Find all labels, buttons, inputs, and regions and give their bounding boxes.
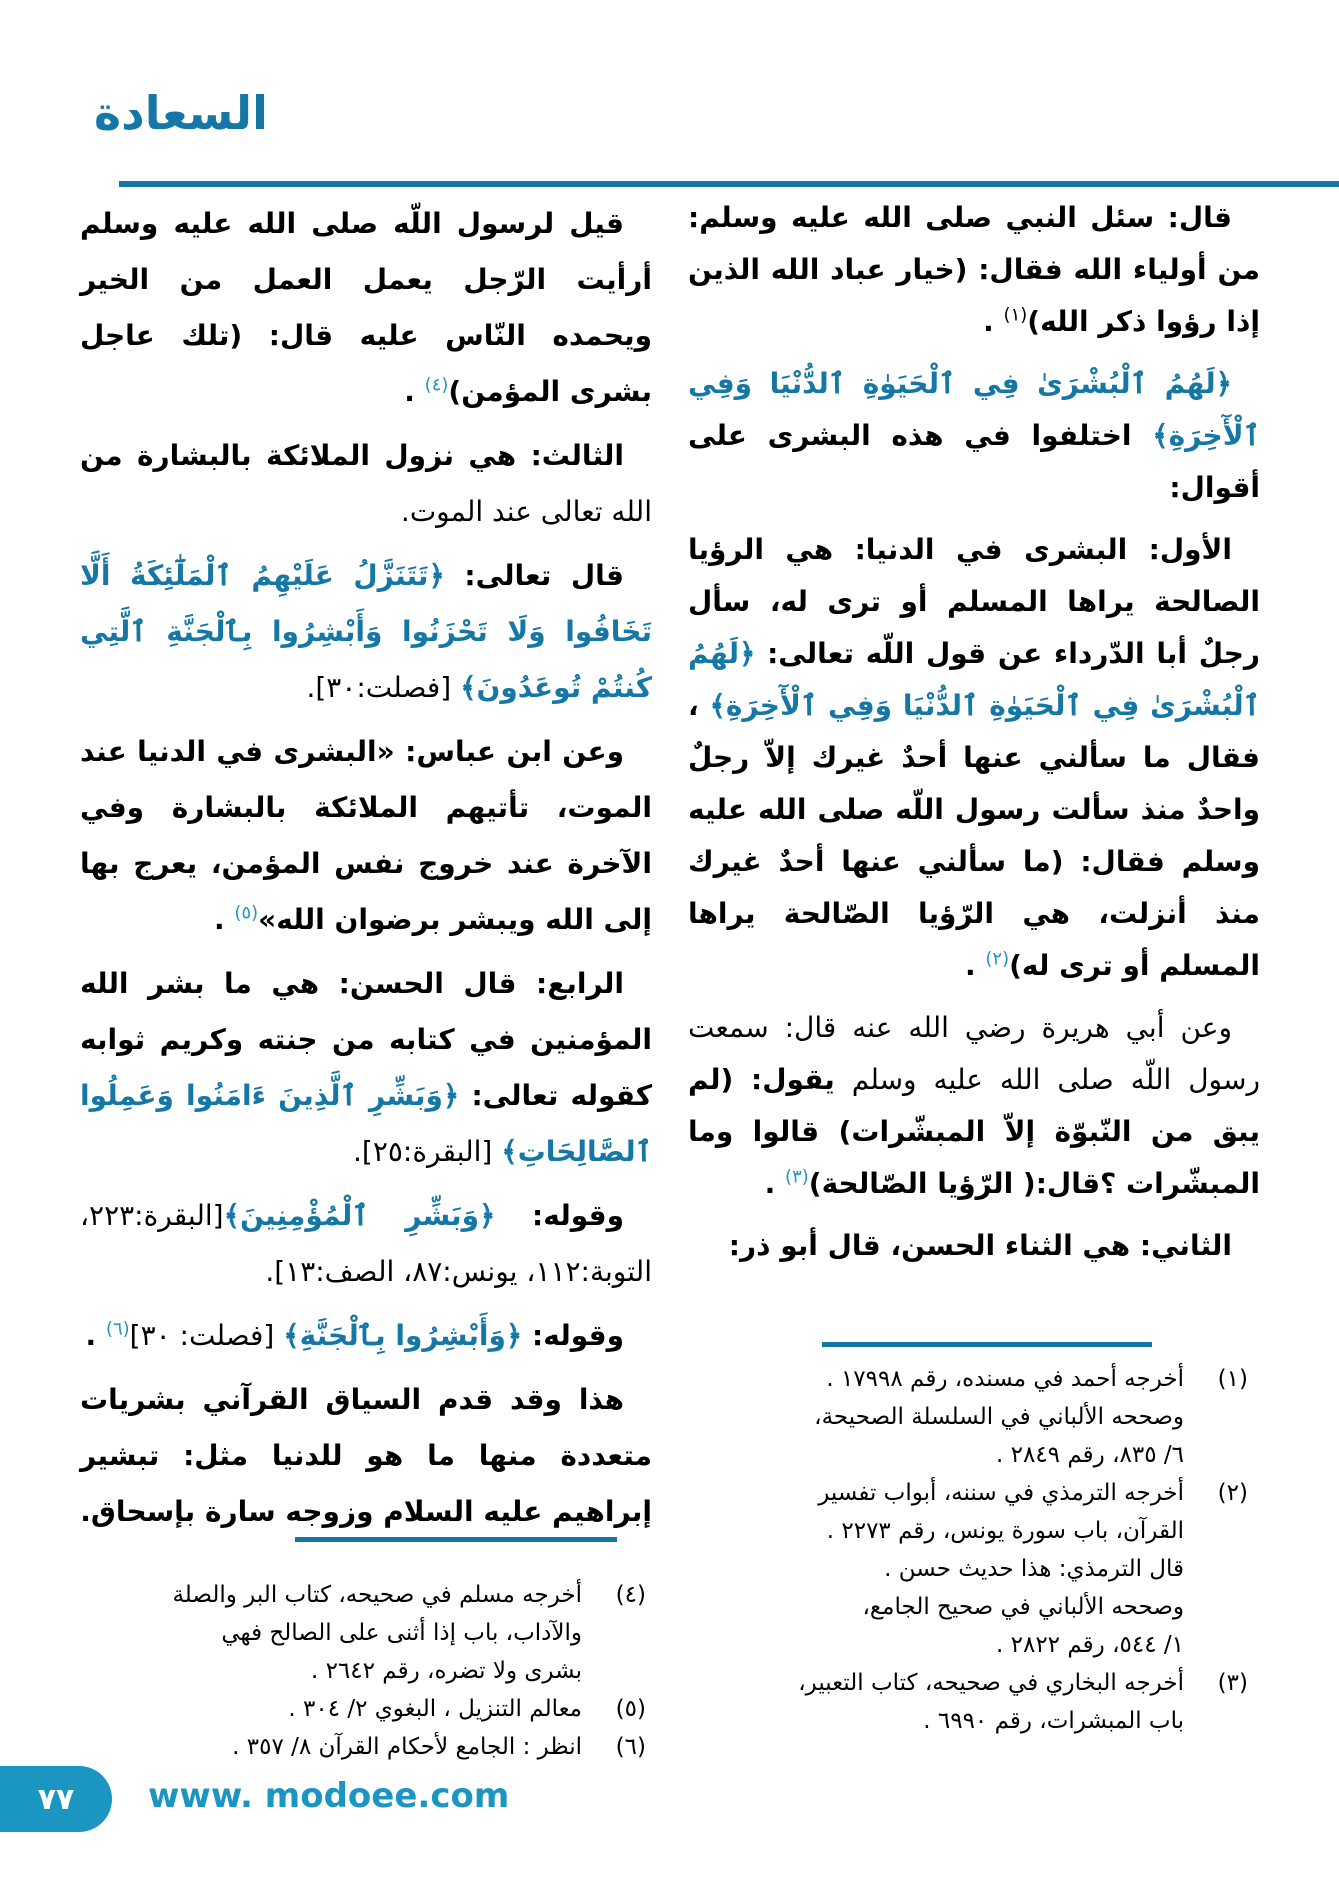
paragraph	[688, 192, 1260, 348]
text-run: قال تعالى:	[444, 559, 624, 592]
paragraph	[688, 1002, 1260, 1210]
footnote-line: ٦/ ٨٣٥، رقم ٢٨٤٩ .	[996, 1442, 1184, 1468]
footnote-line: أخرجه مسلم في صحيحه، كتاب البر والصلة	[172, 1582, 582, 1608]
footnote	[688, 1474, 1248, 1664]
text-run: الرابع: قال الحسن: هي ما بشر الله المؤمنين في كتابه من جنته وكريم ثوابه كقوله تعالى:	[80, 967, 653, 1112]
verse-reference: [البقرة:٢٢٣، التوبة:١١٢، يونس:٨٧، الصف:١٣].	[80, 1199, 652, 1288]
text-run: وعن أبي هريرة رضي الله عنه قال: سمعت رسول اللّه صلى الله عليه وسلم	[688, 1011, 1260, 1096]
text-run: .	[964, 949, 986, 982]
footnote-number: (٣)	[1217, 1670, 1248, 1696]
text-run: الثالث: هي نزول الملائكة بالبشارة من	[80, 439, 624, 472]
footnote-line: القرآن، باب سورة يونس، رقم ٢٢٧٣ .	[826, 1518, 1184, 1544]
footnote	[688, 1360, 1248, 1474]
text-run: قيل لرسول اللّه صلى الله عليه وسلم أرأيت الرّجل يعمل العمل من الخير ويحمده النّاس عليه قال: (تلك عاجل بشرى المؤمن)	[80, 207, 652, 408]
text-run: .	[983, 305, 1004, 338]
text-run: ، فقال ما سألني عنها أحدٌ غيرك إلاّ رجلٌ واحدٌ منذ سألت رسول اللّه صلى الله عليه وسلم فقال: (ما سألني عنها أحدٌ غيرك منذ أنزلت، هي الرّؤيا الصّالحة يراها المسلم أو ترى له)	[688, 689, 1260, 982]
footnote-ref: (٢)	[985, 948, 1010, 970]
footnote-line: أخرجه البخاري في صحيحه، كتاب التعبير،	[798, 1670, 1184, 1696]
text-run: وعن ابن عباس: «البشرى في الدنيا عند الموت، تأتيهم الملائكة بالبشارة وفي الآخرة عند خروج نفس المؤمن، يعرج بها إلى الله ويبشر برضوان الله»	[80, 735, 652, 936]
footnotes-right	[688, 1360, 1248, 1740]
footnote-line: وصححه الألباني في صحيح الجامع،	[862, 1594, 1184, 1620]
footnote-number: (٦)	[615, 1734, 646, 1760]
text-run: قال: سئل النبي صلى الله عليه وسلم: من أولياء الله فقال: (خيار عباد الله الذين إذا رؤوا ذكر الله)	[688, 201, 1260, 338]
quran-verse: ﴿تَتَنَزَّلُ عَلَيْهِمُ ٱلْمَلَٰٓئِكَةُ أَلَّا تَخَافُوا وَلَا تَحْزَنُوا وَأَبْشِرُوا بِٱلْجَنَّةِ ٱلَّتِي كُنتُمْ تُوعَدُونَ﴾	[80, 559, 652, 704]
quran-verse: ﴿وَأَبْشِرُوا بِٱلْجَنَّةِ﴾	[283, 1319, 523, 1352]
footnote-line: قال الترمذي: هذا حديث حسن .	[884, 1556, 1184, 1582]
footnote-number: (١)	[1217, 1366, 1248, 1392]
footnote-ref: (١)	[1003, 304, 1028, 326]
footnote-ref: (٥)	[234, 902, 259, 924]
footnote-separator-left	[295, 1537, 617, 1542]
footnote-line: باب المبشرات، رقم ٦٩٩٠ .	[923, 1708, 1184, 1734]
page-number: ٧٧	[37, 1781, 75, 1817]
text-run: وقوله:	[522, 1319, 624, 1352]
footnote-text	[80, 1728, 582, 1766]
text-run: اختلفوا في هذه البشرى على أقوال:	[688, 419, 1260, 504]
page-number-badge	[0, 1766, 112, 1832]
quran-verse: ﴿لَهُمُ ٱلْبُشْرَىٰ فِي ٱلْحَيَوٰةِ ٱلدُّنْيَا وَفِي ٱلْأٓخِرَةِ﴾	[688, 367, 1260, 452]
page-header-title: السعادة	[94, 86, 268, 140]
paragraph	[80, 196, 652, 420]
footnote-line: والآداب، باب إذا أثنى على الصالح فهي	[221, 1620, 582, 1646]
footnote-separator-right	[822, 1342, 1152, 1347]
column-right	[688, 192, 1260, 1282]
footnote-text	[688, 1360, 1184, 1474]
paragraph	[80, 428, 652, 540]
verse-reference: [فصلت:٣٠].	[306, 671, 461, 704]
footnote-ref: (٦)	[105, 1318, 130, 1340]
text-run: يقول: (لم يبق من النّبوّة إلاّ المبشّرات) قالوا وما المبشّرات ؟قال:( الرّؤيا الصّالحة)	[688, 1063, 1260, 1200]
header-rule	[119, 181, 1339, 187]
quran-verse: ﴿لَهُمُ ٱلْبُشْرَىٰ فِي ٱلْحَيَوٰةِ ٱلدُّنْيَا وَفِي ٱلْأٓخِرَةِ﴾	[688, 637, 1261, 722]
footnote-line: ١/ ٥٤٤، رقم ٢٨٢٢ .	[996, 1632, 1184, 1658]
footnote-text	[80, 1576, 582, 1690]
paragraph	[688, 1220, 1260, 1272]
text-run: وقوله:	[495, 1199, 624, 1232]
paragraph	[80, 956, 652, 1180]
paragraph	[80, 1308, 652, 1364]
text-run: .	[214, 903, 235, 936]
footnote-line: أخرجه أحمد في مسنده، رقم ١٧٩٩٨ .	[826, 1366, 1184, 1392]
column-left	[80, 196, 652, 1548]
text-run: هذا وقد قدم السياق القرآني بشريات متعددة منها ما هو للدنيا مثل: تبشير إبراهيم عليه السلام وزوجه سارة بإسحاق.	[80, 1383, 652, 1528]
footnote-line: معالم التنزيل ، البغوي ٢/ ٣٠٤ .	[288, 1696, 582, 1722]
text-run: الأول: البشرى في الدنيا: هي الرؤيا الصالحة يراها المسلم أو ترى له، سأل رجلٌ أبا الدّرداء عن قول اللّه تعالى:	[688, 533, 1260, 670]
footnote	[80, 1576, 646, 1690]
footnote-ref: (٤)	[424, 374, 449, 396]
footnote-text	[80, 1690, 582, 1728]
footnote-number: (٤)	[615, 1582, 646, 1608]
footnote-line: بشرى ولا تضره، رقم ٢٦٤٢ .	[310, 1658, 582, 1684]
text-run: الله تعالى عند الموت.	[400, 495, 652, 528]
footnote-number: (٥)	[615, 1696, 646, 1722]
footnote-line: وصححه الألباني في السلسلة الصحيحة،	[814, 1404, 1184, 1430]
footnote-number: (٢)	[1217, 1480, 1248, 1506]
footnote	[688, 1664, 1248, 1740]
paragraph	[80, 1188, 652, 1300]
verse-reference: [البقرة:٢٥].	[353, 1135, 502, 1168]
verse-reference: [فصلت: ٣٠]	[129, 1319, 284, 1352]
quran-verse: ﴿وَبَشِّرِ ٱلْمُؤْمِنِينَ﴾	[223, 1199, 496, 1232]
footnote-ref: (٣)	[785, 1166, 809, 1188]
footnote	[80, 1690, 646, 1728]
paragraph	[80, 724, 652, 948]
text-run: .	[85, 1319, 106, 1352]
footnote-text	[688, 1474, 1184, 1664]
footnote-text	[688, 1664, 1184, 1740]
footnotes-left	[80, 1576, 646, 1766]
paragraph	[688, 358, 1260, 514]
quran-verse: ﴿وَبَشِّرِ ٱلَّذِينَ ءَامَنُوا وَعَمِلُوا ٱلصَّالِحَاتِ﴾	[80, 1079, 652, 1168]
paragraph	[80, 548, 652, 716]
footnote-line: أخرجه الترمذي في سننه، أبواب تفسير	[818, 1480, 1184, 1506]
paragraph	[688, 524, 1260, 992]
website-url: www. modoee.com	[148, 1776, 510, 1816]
text-run: .	[764, 1167, 786, 1200]
footnote	[80, 1728, 646, 1766]
text-run: .	[404, 375, 425, 408]
footnote-line: انظر : الجامع لأحكام القرآن ٨/ ٣٥٧ .	[232, 1734, 582, 1760]
paragraph	[80, 1372, 652, 1540]
text-run: الثاني: هي الثناء الحسن، قال أبو ذر:	[728, 1229, 1232, 1262]
